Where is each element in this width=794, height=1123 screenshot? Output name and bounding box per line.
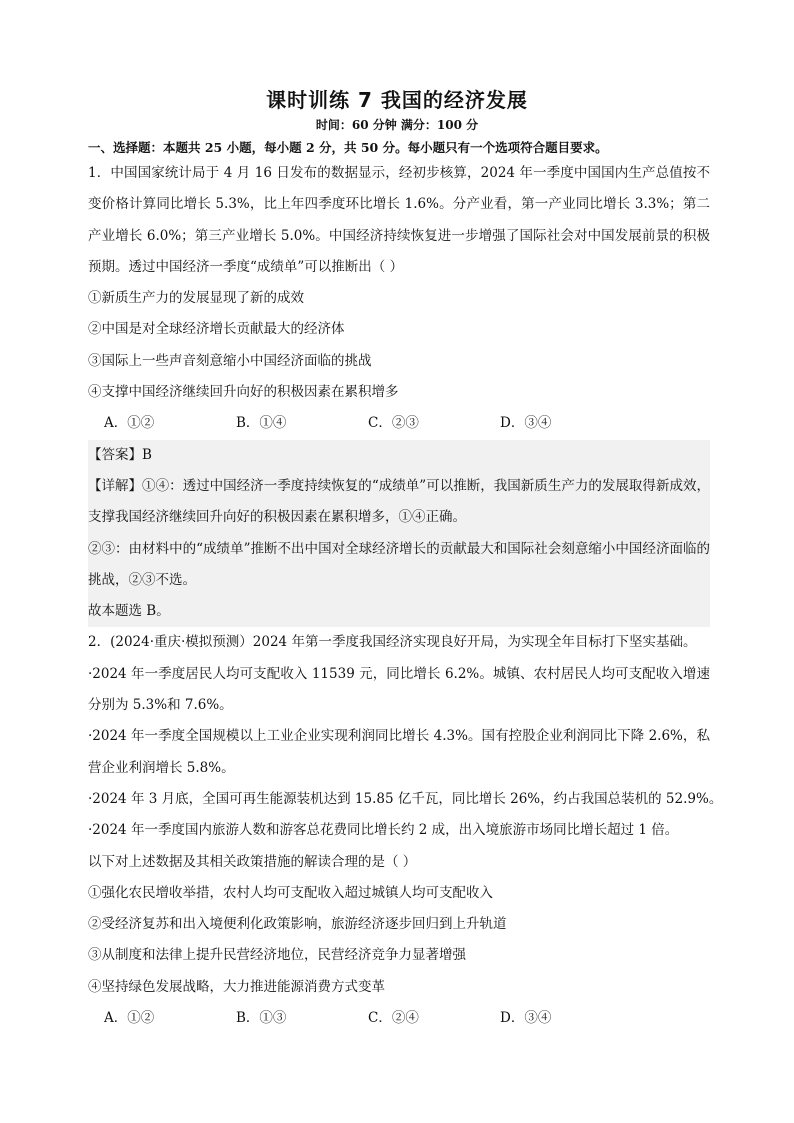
q2-option-a: A．①②	[104, 1010, 155, 1027]
q2-item: ②受经济复苏和出入境便利化政策影响，旅游经济逐步回归到上升轨道	[88, 916, 507, 933]
q1-item: ④支撑中国经济继续回升向好的积极因素在累积增多	[88, 384, 399, 401]
q2-stem: 2．(2024·重庆·模拟预测）2024 年第一季度我国经济实现良好开局，为实现全年目标打下坚实基础。	[88, 634, 697, 651]
q2-option-c: C．②④	[368, 1010, 419, 1027]
q1-answer: 【答案】B	[88, 446, 152, 463]
q1-item: ②中国是对全球经济增长贡献最大的经济体	[88, 321, 345, 338]
q2-item: ③从制度和法律上提升民营经济地位，民营经济竞争力显著增强	[88, 947, 466, 964]
q2-fact: ·2024 年 3 月底，全国可再生能源装机达到 15.85 亿千瓦，同比增长 26%，约占我国总装机的 52.9%。	[88, 790, 723, 807]
q1-stem: 1．中国国家统计局于 4 月 16 日发布的数据显示，经初步核算，2024 年一季度中国国内生产总值按不变价格计算同比增长 5.3%，比上年四季度环比增长 1.6%。分产业看，第一产业同比增长 3.3%；第二产业增长 6.0%；第三产业增长 5.0%。中国经济持续恢复进一步增强了国际社会对中国发展前景的积极预期。透过中国经济一季度“成绩单”可以推断出（ ）	[88, 165, 710, 275]
q1-analysis: ②③：由材料中的“成绩单”推断不出中国对全球经济增长的贡献最大和国际社会刻意缩小中国经济面临的挑战，②③不选。	[88, 540, 710, 588]
section-header: 一、选择题：本题共 25 小题，每小题 2 分，共 50 分。每小题只有一个选项符合题目要求。	[88, 140, 608, 155]
q1-option-a: A．①②	[104, 415, 155, 432]
q1-item: ③国际上一些声音刻意缩小中国经济面临的挑战	[88, 352, 372, 369]
q2-options	[88, 1003, 710, 1034]
q2-question: 以下对上述数据及其相关政策措施的解读合理的是（ ）	[88, 853, 417, 870]
q1-conclusion: 故本题选 B。	[88, 603, 170, 620]
document-content	[88, 158, 723, 1034]
document-subtitle: 时间：60 分钟 满分：100 分	[315, 118, 479, 132]
q2-fact: ·2024 年一季度国内旅游人数和游客总花费同比增长约 2 成，出入境旅游市场同比增长超过 1 倍。	[88, 822, 679, 839]
q1-analysis: 【详解】①④：透过中国经济一季度持续恢复的“成绩单”可以推断，我国新质生产力的发展取得新成效，支撑我国经济继续回升向好的积极因素在累积增多，①④正确。	[88, 477, 710, 526]
q2-item: ④坚持绿色发展战略，大力推进能源消费方式变革	[88, 978, 385, 995]
q2-option-d: D．③④	[500, 1010, 552, 1027]
q2-fact: ·2024 年一季度居民人均可支配收入 11539 元，同比增长 6.2%。城镇、农村居民人均可支配收入增速分别为 5.3%和 7.6%。	[88, 665, 710, 714]
q1-option-c: C．②③	[368, 415, 419, 432]
q2-fact: ·2024 年一季度全国规模以上工业企业实现利润同比增长 4.3%。国有控股企业利润同比下降 2.6%，私营企业利润增长 5.8%。	[88, 728, 710, 776]
q1-options	[88, 408, 710, 439]
q1-option-b: B．①④	[236, 415, 287, 432]
q1-option-d: D．③④	[500, 415, 552, 432]
q2-item: ①强化农民增收举措，农村人均可支配收入超过城镇人均可支配收入	[88, 884, 493, 901]
q1-item: ①新质生产力的发展显现了新的成效	[88, 290, 304, 307]
document-title: 课时训练 7 我国的经济发展	[266, 88, 528, 112]
q1-answer-block	[88, 440, 710, 628]
q2-option-b: B．①③	[236, 1010, 287, 1027]
